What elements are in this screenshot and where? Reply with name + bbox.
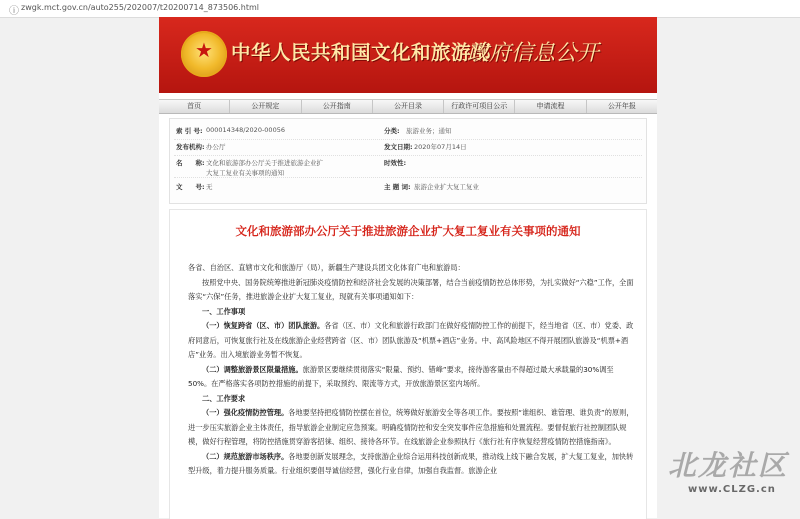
national-emblem-icon	[181, 31, 227, 77]
paragraph-4	[188, 450, 634, 479]
browser-address-bar[interactable]	[0, 0, 800, 18]
article-content	[169, 209, 647, 519]
docno-label: 文 号:	[176, 183, 205, 191]
header-banner	[159, 17, 657, 93]
paragraph-2-lead: （二）调整旅游景区限量措施。	[202, 364, 303, 374]
url-text[interactable]: zwgk.mct.gov.cn/auto255/202007/t20200714_873506.html	[21, 3, 260, 12]
paragraph-3-text: 各地要坚持把疫情防控摆在首位，统筹做好旅游安全等各项工作。要按照“谁组织、谁管理、谁负责”的原则，进一步压实旅游企业主体责任，指导旅游企业制定应急预案。明确疫情防控和安全突发事件应急措施和处置流程。要督促旅行社控制团队规模，做好行程管理，将防控措施贯穿游客招徕、组织、接待各环节。在线旅游企业参照执行《旅行社有序恢复经营疫情防控措施指南》。	[188, 408, 634, 446]
paragraph-3-lead: （一）强化疫情防控管理。	[202, 408, 289, 417]
paragraph-1-text: 各省（区、市）文化和旅游行政部门在做好疫情防控工作的前提下，经当地省（区、市）党委、政府同意后，可恢复旅行社及在线旅游企业经营跨省（区、市）团队旅游及“机票+酒店”业务。中、高风险地区不得开展团队旅游及“机票+酒店”业务。出入境旅游业务暂不恢复。	[188, 321, 634, 359]
topic-value: 旅游企业扩大复工复业	[414, 183, 479, 191]
meta-row	[174, 139, 642, 156]
meta-row	[174, 155, 642, 178]
paragraph-4-text: 各地要创新发展理念，支持旅游企业综合运用科技创新成果，推动线上线下融合发展，扩大复工复业，加快转型升级，着力提升服务质量。行业组织要倡导诚信经营，强化行业自律，加强自我监督。旅游企业	[188, 451, 634, 475]
index-label: 索 引 号:	[176, 127, 203, 135]
publisher-value: 办公厅	[206, 143, 226, 151]
date-label: 发文日期:	[384, 143, 413, 151]
nav-license[interactable]: 行政许可项目公示	[444, 100, 515, 113]
nav-report[interactable]: 公开年报	[607, 102, 636, 110]
section-heading-2: 二、工作要求	[202, 393, 246, 403]
star-icon: ★	[195, 38, 213, 62]
nav-home[interactable]: 首页	[159, 100, 230, 113]
topic-label: 主 题 词:	[384, 183, 411, 191]
meta-row	[174, 179, 642, 195]
addressee: 各省、自治区、直辖市文化和旅游厅（局），新疆生产建设兵团文化体育广电和旅游局：	[188, 263, 465, 272]
info-icon[interactable]: ⓘ	[9, 6, 19, 17]
paragraph-4-lead: （二）规范旅游市场秩序。	[202, 451, 289, 461]
article-body	[188, 261, 634, 479]
watermark-cn-text: 北龙社区	[668, 449, 789, 482]
nav-guide[interactable]: 公开指南	[302, 100, 373, 113]
site-subtitle: 政府信息公开	[467, 41, 600, 66]
site-title: 中华人民共和国文化和旅游部	[231, 41, 492, 64]
docno-value: 无	[206, 183, 213, 191]
page-container	[159, 17, 657, 518]
paragraph-3	[188, 406, 634, 450]
name-label: 名 称:	[176, 159, 205, 167]
section-heading-1: 一、工作事项	[202, 306, 246, 316]
document-metadata	[169, 118, 647, 204]
paragraph-1-lead: （一）恢复跨省（区、市）团队旅游。	[202, 321, 325, 330]
article-title: 文化和旅游部办公厅关于推进旅游企业扩大复工复业有关事项的通知	[235, 224, 581, 238]
validity-label: 时效性:	[384, 159, 407, 167]
watermark-logo	[668, 444, 790, 504]
paragraph-1	[188, 319, 634, 363]
paragraph-2-text: 旅游景区要继续贯彻落实“限量、预约、错峰”要求，接待游客量由不得超过最大承载量的30%调至50%。在严格落实各项防控措施的前提下，采取预约、限流等方式，开放旅游景区室内场所。	[188, 364, 614, 388]
publisher-label: 发布机构:	[176, 143, 205, 151]
index-value: 000014348/2020-00056	[206, 126, 285, 134]
category-value: 旅游业务；通知	[406, 127, 452, 135]
intro-paragraph: 按照党中央、国务院统筹推进新冠肺炎疫情防控和经济社会发展的决策部署，结合当前疫情防控总体形势，为扎实做好“六稳”工作，全面落实“六保”任务，推进旅游企业扩大复工复业，现就有关事项通知如下：	[188, 277, 634, 301]
nav-process[interactable]: 申请流程	[515, 100, 586, 113]
meta-row	[174, 123, 642, 140]
paragraph-2	[188, 363, 634, 392]
watermark-en-text: www.CLZG.cn	[688, 484, 776, 495]
name-value: 文化和旅游部办公厅关于推进旅游企业扩大复工复业有关事项的通知	[206, 159, 323, 177]
nav-rules[interactable]: 公开规定	[230, 100, 301, 113]
nav-catalog[interactable]: 公开目录	[373, 100, 444, 113]
date-value: 2020年07月14日	[414, 143, 467, 151]
category-label: 分类:	[384, 127, 400, 135]
main-nav	[159, 99, 657, 114]
